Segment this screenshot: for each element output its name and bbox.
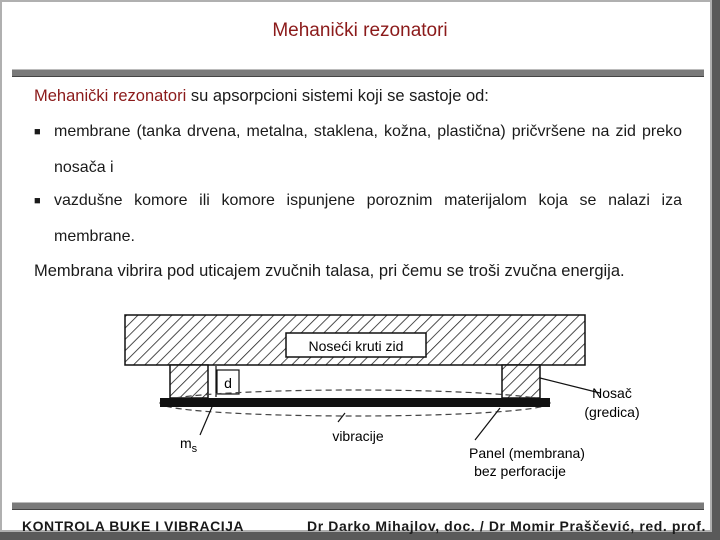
footer-authors: Dr Darko Mihajlov, doc. / Dr Momir Praščević, red. prof. bbox=[307, 518, 706, 534]
bullet-text-1: membrane (tanka drvena, metalna, staklena, kožna, plastična) pričvršene na zid preko nosača i bbox=[54, 123, 682, 176]
membrane-panel bbox=[160, 398, 550, 407]
intro-term: Mehanički rezonatori bbox=[34, 87, 187, 105]
support-right bbox=[502, 365, 540, 398]
slide-title: Mehanički rezonatori bbox=[272, 20, 448, 41]
vibracije-label: vibracije bbox=[332, 428, 384, 444]
bullet-item-1 bbox=[34, 114, 682, 186]
top-divider bbox=[12, 69, 704, 77]
support-left bbox=[170, 365, 208, 398]
nosac-label-line1: Nosač bbox=[592, 385, 632, 401]
nosac-label-line2: (gredica) bbox=[584, 404, 640, 420]
bottom-divider bbox=[12, 502, 704, 510]
intro-rest: su apsorpcioni sistemi koji se sastoje od: bbox=[186, 87, 489, 105]
bullet-text-2: vazdušne komore ili komore ispunjene poroznim materijalom koja se nalazi iza membrane. bbox=[54, 192, 682, 245]
nosac-pointer bbox=[540, 378, 600, 393]
panel-label-line2: bez perforacije bbox=[474, 463, 566, 479]
ms-label-main: m bbox=[180, 435, 192, 451]
bullet-square-icon: ■ bbox=[34, 195, 41, 207]
ms-label-sub: s bbox=[191, 443, 198, 455]
panel-label-line1: Panel (membrana) bbox=[469, 445, 585, 461]
paragraph: Membrana vibrira pod uticajem zvučnih talasa, pri čemu se troši zvučna energija. bbox=[34, 262, 625, 280]
wall-label: Noseći kruti zid bbox=[308, 338, 404, 354]
ms-label bbox=[180, 435, 198, 455]
vibracije-pointer bbox=[338, 413, 345, 422]
intro-line bbox=[34, 87, 489, 106]
bullet-item-2 bbox=[34, 183, 682, 255]
d-label: d bbox=[224, 375, 232, 391]
bullet-square-icon: ■ bbox=[34, 126, 41, 138]
resonator-diagram bbox=[0, 300, 720, 500]
footer-course: KONTROLA BUKE I VIBRACIJA bbox=[22, 518, 244, 534]
